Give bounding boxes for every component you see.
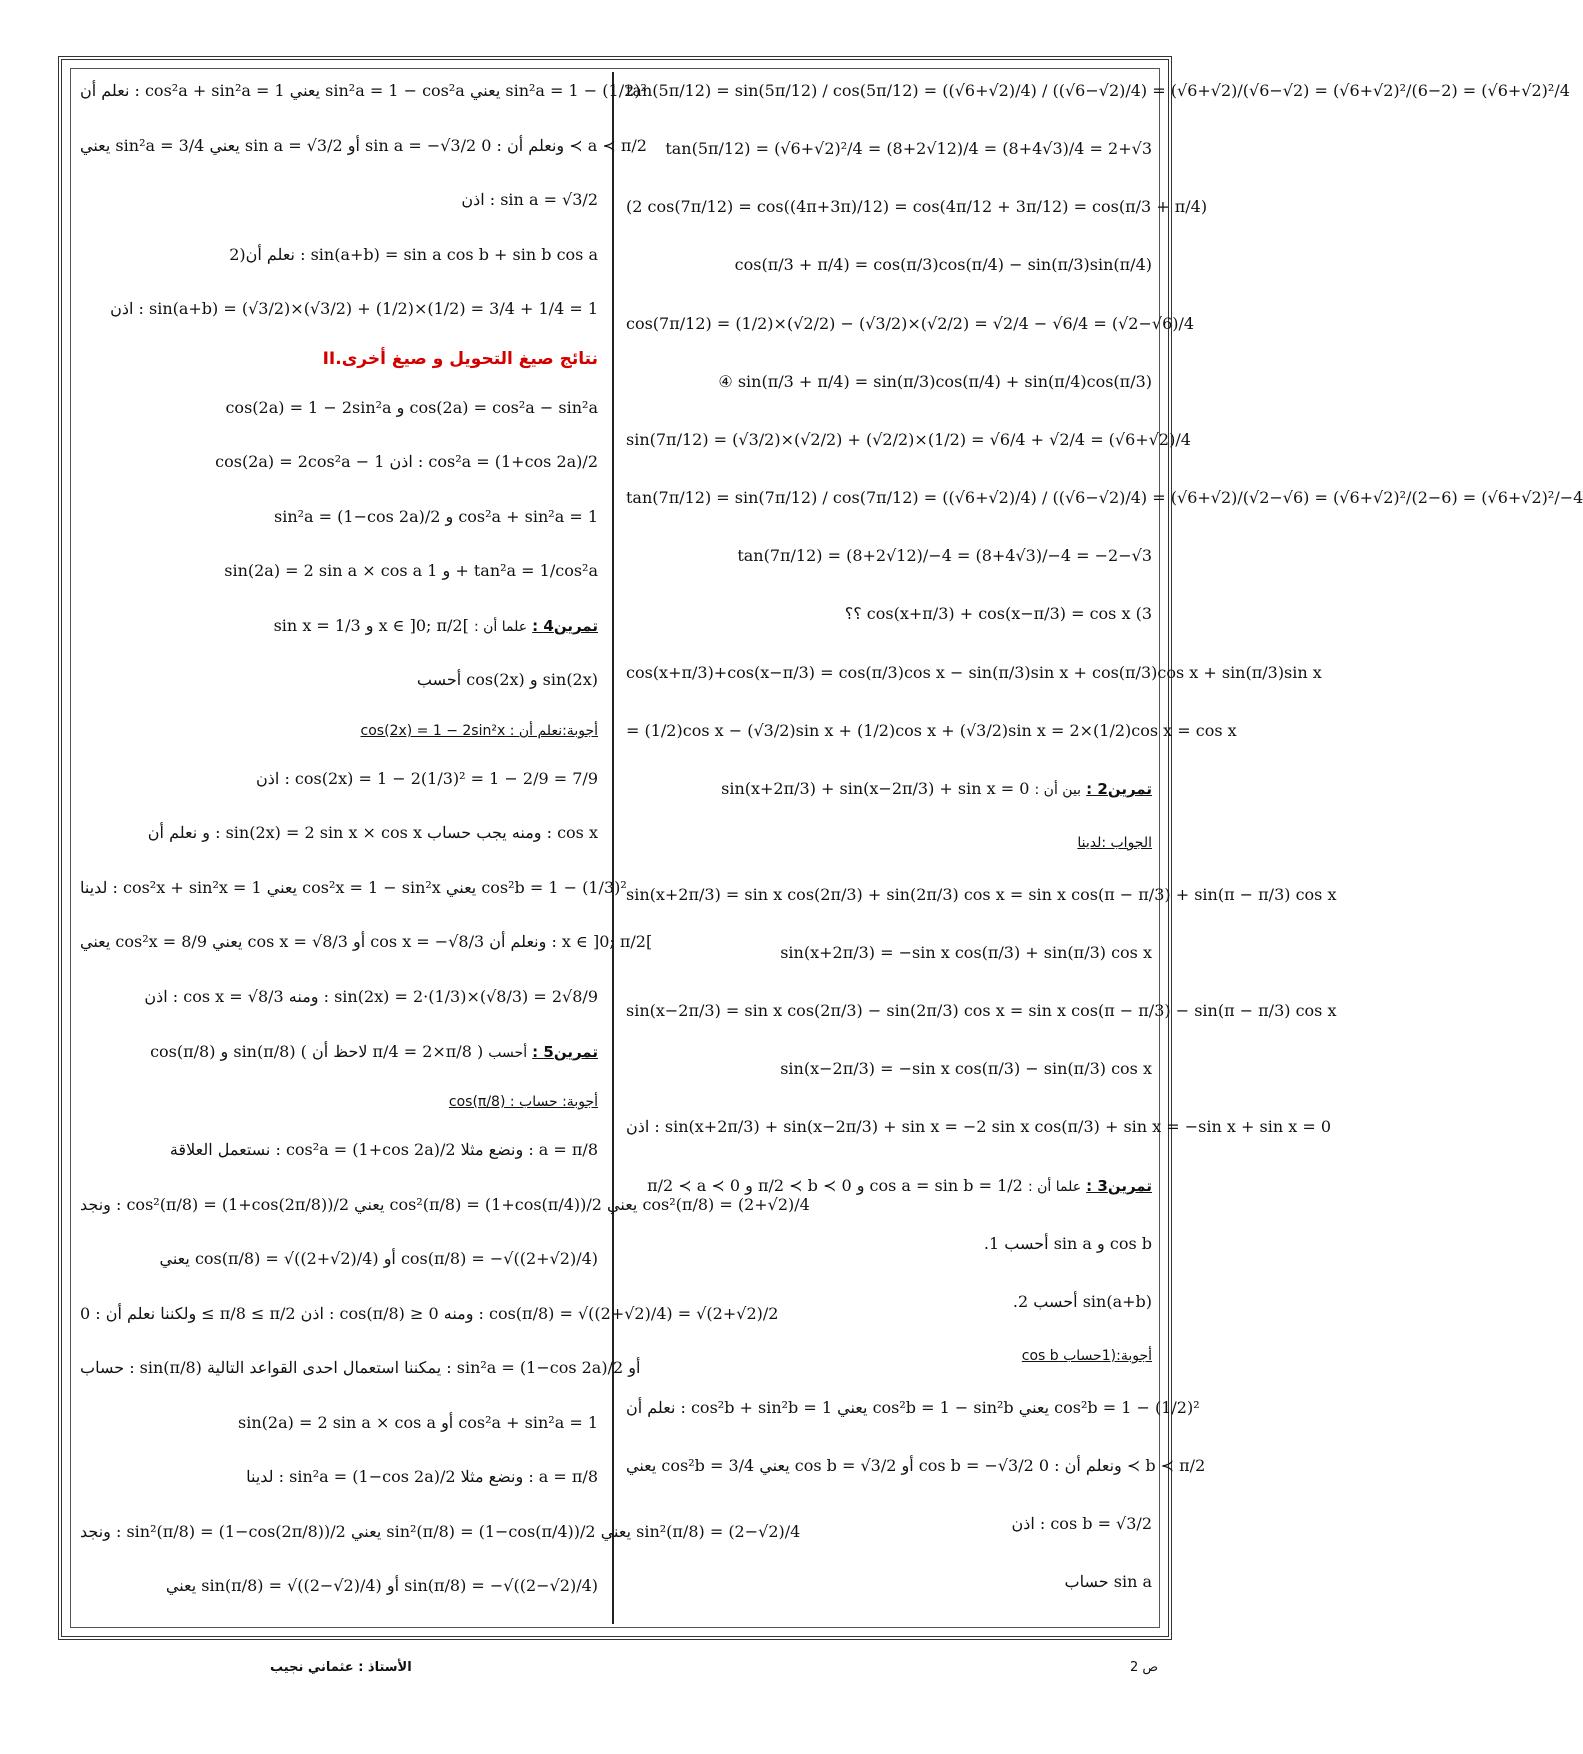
formula-text: ونجد : sin²(π/8) = (1−cos(2π/8))/2 يعني sin²(π/8) = (1−cos(π/4))/2 يعني sin²(π/8) = (2−√2)/4: [80, 1521, 801, 1541]
formula-text: لدينا : cos²x + sin²x = 1 يعني cos²x = 1 − sin²x يعني cos²b = 1 − (1/3)²: [80, 877, 627, 897]
formula-line: [626, 1112, 1331, 1142]
formula-line: [80, 1299, 779, 1329]
formula-line: [80, 927, 653, 957]
formula-text: أحسب cos(2x) و sin(2x): [416, 670, 598, 690]
section-heading-text: II.نتائج صيغ التحويل و صيغ أخرى: [322, 348, 598, 369]
formula-line: [80, 818, 598, 848]
formula-text: .1 أحسب sin a و cos b: [983, 1233, 1152, 1253]
formula-text: اذن : sin a = √3/2: [461, 190, 598, 210]
author-footer: الأستاذ : عثماني نجيب: [270, 1660, 412, 1675]
formula-text: لدينا : sin²a = (1−cos 2a)/2 ونضع مثلا : a = π/8: [246, 1467, 598, 1487]
exercise-label: تمرين3 :: [1086, 1176, 1152, 1195]
formula-line: [80, 665, 598, 695]
formula-text: sin(x+2π/3) = −sin x cos(π/3) + sin(π/3) cos x: [780, 942, 1152, 962]
formula-text: sin(2a) = 2 sin a × cos a و 1 + tan²a = 1/cos²a: [224, 561, 598, 581]
answer-text: أجوبة:نعلم أن : cos(2x) = 1 − 2sin²x: [360, 722, 598, 739]
exercise-formula: sin x = 1/3 و x ∈ ]0; π/2[: [273, 615, 469, 635]
formula-line: [80, 502, 598, 532]
formula-line: [80, 1135, 598, 1165]
formula-line: [626, 1451, 1206, 1481]
exercise-label: تمرين2 :: [1086, 779, 1152, 798]
answer-line: [80, 1091, 598, 1111]
formula-text: cos(7π/12) = (1/2)×(√2/2) − (√3/2)×(√2/2) = √2/4 − √6/4 = (√2−√6)/4: [626, 313, 1195, 333]
answer-line: [80, 720, 598, 740]
formula-text: اذن : sin(x+2π/3) + sin(x−2π/3) + sin x = −2 sin x cos(π/3) + sin x = −sin x + sin x = 0: [626, 1117, 1331, 1137]
section-heading: [80, 349, 598, 369]
answer-text: أجوبة:(1حساب cos b: [1021, 1348, 1152, 1365]
exercise-text: بين أن :: [1034, 781, 1082, 798]
formula-text: sin(x+2π/3) = sin x cos(2π/3) + sin(2π/3) cos x = sin x cos(π − π/3) + sin(π − π/3) cos x: [626, 884, 1337, 904]
answer-line: [626, 1345, 1152, 1365]
formula-line: [80, 556, 598, 586]
formula-text: ونجد : cos²(π/8) = (1+cos(2π/8))/2 يعني cos²(π/8) = (1+cos(π/4))/2 يعني cos²(π/8) = (2+√2)/4: [80, 1194, 810, 1214]
formula-line: [80, 1408, 598, 1438]
formula-text: sin(7π/12) = (√3/2)×(√2/2) + (√2/2)×(1/2) = √6/4 + √2/4 = (√6+√2)/4: [626, 429, 1191, 449]
exercise-formula: cos(π/8) و sin(π/8) ( لاحظ أن π/4 = 2×π/8 ): [150, 1041, 484, 1061]
formula-text: (2 cos(7π/12) = cos((4π+3π)/12) = cos(4π/12 + 3π/12) = cos(π/3 + π/4): [626, 197, 1208, 217]
formula-text: نستعمل العلاقة : cos²a = (1+cos 2a)/2 ونضع مثلا : a = π/8: [169, 1140, 598, 1160]
formula-text: اذن : cos b = √3/2: [1011, 1514, 1152, 1534]
formula-line: [80, 1353, 641, 1383]
formula-text: يعني sin²a = 3/4 يعني sin a = √3/2 أو sin a = −√3/2 ونعلم أن : 0 ≺ a ≺ π/2: [80, 135, 647, 155]
exercise-statement: [626, 774, 1152, 804]
formula-text: ؟؟ cos(x+π/3) + cos(x−π/3) = cos x (3: [844, 604, 1152, 624]
right-column: [620, 72, 1583, 1624]
formula-line: [80, 982, 598, 1012]
formula-text: ولكننا نعلم أن : 0 ≤ π/8 ≤ π/2 اذن : cos(π/8) ≥ 0 ومنه : cos(π/8) = √((2+√2)/4) = √(2+√2)/2: [80, 1303, 779, 1323]
formula-text: اذن : cos x = √8/3 ومنه : sin(2x) = 2·(1/3)×(√8/3) = 2√8/9: [144, 986, 598, 1006]
formula-text: .2 أحسب sin(a+b): [1012, 1291, 1152, 1311]
left-column: [74, 72, 810, 1624]
formula-line: [626, 938, 1152, 968]
formula-line: [626, 1229, 1152, 1259]
formula-text: cos(x+π/3)+cos(x−π/3) = cos(π/3)cos x − sin(π/3)sin x + cos(π/3)cos x + sin(π/3)sin x: [626, 662, 1322, 682]
formula-line: [80, 764, 598, 794]
formula-text: يعني cos(π/8) = √((2+√2)/4) أو cos(π/8) = −√((2+√2)/4): [159, 1249, 598, 1269]
formula-text: 2)نعلم أن : sin(a+b) = sin a cos b + sin b cos a: [229, 244, 598, 264]
formula-text: ④ sin(π/3 + π/4) = sin(π/3)cos(π/4) + sin(π/4)cos(π/3): [718, 371, 1152, 391]
formula-line: [80, 294, 598, 324]
formula-text: يعني cos²x = 8/9 يعني cos x = √8/3 أو cos x = −√8/3 ونعلم أن : x ∈ ]0; π/2[: [80, 932, 653, 952]
formula-text: tan(7π/12) = (8+2√12)/−4 = (8+4√3)/−4 = −2−√3: [737, 546, 1152, 566]
exercise-label: تمرين5 :: [532, 1042, 598, 1061]
answer-text: أجوبة: حساب : cos(π/8): [448, 1094, 598, 1111]
formula-line: [80, 185, 598, 215]
formula-text: sin²a = (1−cos 2a)/2 و cos²a + sin²a = 1: [274, 506, 598, 526]
formula-line: [626, 425, 1191, 455]
exercise-statement: [80, 611, 598, 641]
formula-text: اذن : sin(a+b) = (√3/2)×(√3/2) + (1/2)×(1/2) = 3/4 + 1/4 = 1: [110, 299, 598, 319]
formula-line: [80, 76, 647, 106]
formula-text: يعني sin(π/8) = √((2−√2)/4) أو sin(π/8) = −√((2−√2)/4): [165, 1576, 598, 1596]
formula-text: sin(2a) = 2 sin a × cos a أو cos²a + sin²a = 1: [238, 1412, 598, 1432]
formula-line: [80, 240, 598, 270]
formula-text: نعلم أن : cos²b + sin²b = 1 يعني cos²b = 1 − sin²b يعني cos²b = 1 − (1/2)²: [626, 1397, 1200, 1417]
formula-text: sin(x−2π/3) = sin x cos(2π/3) − sin(2π/3) cos x = sin x cos(π − π/3) − sin(π − π/3) cos x: [626, 1001, 1337, 1021]
formula-line: [626, 1054, 1152, 1084]
formula-line: [626, 309, 1195, 339]
formula-line: [626, 880, 1337, 910]
formula-text: اذن : cos(2x) = 1 − 2(1/3)² = 1 − 2/9 = 7/9: [256, 768, 598, 788]
formula-line: [80, 1517, 801, 1547]
formula-line: [626, 250, 1152, 280]
formula-text: cos(π/3 + π/4) = cos(π/3)cos(π/4) − sin(π/3)sin(π/4): [734, 255, 1152, 275]
formula-text: نعلم أن : cos²a + sin²a = 1 يعني sin²a = 1 − cos²a يعني sin²a = 1 − (1/2)²: [80, 81, 647, 100]
formula-line: [626, 76, 1570, 106]
formula-text: و نعلم أن : sin(2x) = 2 sin x × cos x ومنه يجب حساب : cos x: [147, 823, 598, 843]
exercise-label: تمرين4 :: [532, 616, 598, 635]
formula-line: [80, 1571, 598, 1601]
formula-line: [626, 192, 1208, 222]
formula-line: [80, 1244, 598, 1274]
exercise-text: علما أن :: [473, 618, 528, 635]
formula-text: tan(5π/12) = (√6+√2)²/4 = (8+2√12)/4 = (8+4√3)/4 = 2+√3: [665, 139, 1152, 159]
formula-text: حساب sin a: [1064, 1572, 1152, 1592]
formula-line: [626, 367, 1152, 397]
formula-line: [626, 716, 1237, 746]
formula-line: [80, 131, 647, 161]
formula-line: [626, 134, 1152, 164]
formula-text: sin(x−2π/3) = −sin x cos(π/3) − sin(π/3) cos x: [780, 1059, 1152, 1079]
exercise-statement: [80, 1037, 598, 1067]
column-divider: [612, 72, 614, 1624]
page-number: ص 2: [1130, 1660, 1159, 1675]
formula-line: [80, 1190, 810, 1220]
exercise-text: علما أن :: [1027, 1178, 1082, 1195]
formula-text: tan(7π/12) = sin(7π/12) / cos(7π/12) = ((√6+√2)/4) / ((√6−√2)/4) = (√6+√2)/(√2−√6) = (√6+√2)²/(2−6) = (√6+√2)²/−4: [626, 488, 1583, 508]
exercise-formula: π/2 ≺ a ≺ 0 و π/2 ≺ b ≺ 0 و cos a = sin b = 1/2: [647, 1175, 1023, 1195]
formula-text: يعني cos²b = 3/4 يعني cos b = √3/2 أو cos b = −√3/2 ونعلم أن : 0 ≺ b ≺ π/2: [626, 1455, 1206, 1475]
exercise-formula: sin(x+2π/3) + sin(x−2π/3) + sin x = 0: [721, 778, 1030, 798]
formula-line: [80, 1462, 598, 1492]
formula-line: [626, 996, 1337, 1026]
formula-line: [626, 483, 1583, 513]
formula-text: tan(5π/12) = sin(5π/12) / cos(5π/12) = ((√6+√2)/4) / ((√6−√2)/4) = (√6+√2)/(√6−√2) = (√6+√2)²/(6−2) = (√6+√2)²/4: [626, 81, 1570, 100]
formula-text: = (1/2)cos x − (√3/2)sin x + (1/2)cos x + (√3/2)sin x = 2×(1/2)cos x = cos x: [626, 720, 1237, 740]
formula-line: [80, 447, 598, 477]
formula-line: [626, 1567, 1152, 1597]
formula-line: [626, 1393, 1200, 1423]
formula-line: [626, 599, 1152, 629]
formula-line: [626, 541, 1152, 571]
formula-line: [80, 393, 598, 423]
exercise-text: أحسب: [488, 1044, 528, 1061]
formula-line: [626, 658, 1322, 688]
answer-text: الجواب :لدينا: [1077, 835, 1152, 852]
formula-text: حساب : sin(π/8) يمكننا استعمال احدى القواعد التالية : sin²a = (1−cos 2a)/2 أو: [80, 1358, 641, 1378]
formula-line: [80, 873, 627, 903]
formula-text: cos(2a) = 1 − 2sin²a و cos(2a) = cos²a − sin²a: [225, 397, 598, 417]
formula-text: cos(2a) = 2cos²a − 1 اذن : cos²a = (1+cos 2a)/2: [215, 452, 598, 472]
answer-line: [626, 832, 1152, 852]
